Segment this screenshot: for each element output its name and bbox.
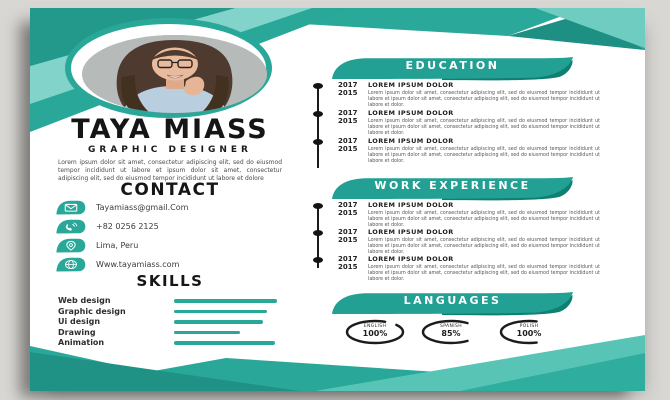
skill-bar [174,299,277,303]
skill-bar [174,331,240,335]
language-ring-spanish [416,315,486,349]
entry-body: Lorem ipsum dolor sit amet, consectetur adipiscing elit, sed do eiusmod tempor incididunt ut labore et ipsum dolor sit amet, consectetur adipiscing elit, sed do eiusmod tempor incididunt ut labore et dolor. [368,118,600,136]
profile-summary: Lorem ipsum dolor sit amet, consectetur adipiscing elit, sed do eiusmod tempor incididunt ut labore et ipsum dolor sit amet, consectetur adipiscing elit, sed do eiusmod tempor incididunt ut labore et dolore [58,159,282,182]
timeline-dot [313,139,323,145]
entry-title: LOREM IPSUM DOLOR [368,109,454,117]
globe-icon [55,257,87,272]
language-ring-english [340,315,410,349]
entry-title: LOREM IPSUM DOLOR [368,255,454,263]
work-experience-banner [332,177,573,199]
envelope-icon [55,200,87,215]
entry-years: 2017 2015 [338,201,358,218]
skill-row [58,328,288,337]
contact-row-phone [55,219,295,234]
skill-label: Web design [58,296,111,305]
location-pin-icon [55,238,87,253]
contact-row-email [55,200,295,215]
contact-location: Lima, Peru [96,241,139,250]
contact-phone: +82 0256 2125 [96,222,159,231]
contact-row-website [55,257,295,272]
language-percent: 100% [362,329,388,338]
profile-name: TAYA MIASS [71,114,269,145]
timeline-dot [313,230,323,236]
skill-row [58,317,288,326]
language-ring-polish [494,315,564,349]
work-experience-heading: WORK EXPERIENCE [374,179,531,192]
contact-row-location [55,238,295,253]
skill-bar [174,341,275,345]
languages-heading: LANGUAGES [403,294,502,307]
language-name: POLISH [519,324,539,329]
phone-icon [55,219,87,234]
contact-website: Www.tayamiass.com [96,260,180,269]
resume-page [30,8,645,391]
skills-heading: SKILLS [136,272,204,290]
timeline-dot [313,111,323,117]
skill-row [58,307,288,316]
education-heading: EDUCATION [405,59,500,72]
timeline-dot [313,83,323,89]
profile-title: GRAPHIC DESIGNER [88,145,252,155]
entry-body: Lorem ipsum dolor sit amet, consectetur adipiscing elit, sed do eiusmod tempor incididunt ut labore et ipsum dolor sit amet, consectetur adipiscing elit, sed do eiusmod tempor incididunt ut labore et dolor. [368,90,600,108]
language-percent: 100% [516,329,542,338]
contact-heading: CONTACT [120,180,220,200]
skill-row [58,338,288,347]
entry-years: 2017 2015 [338,137,358,154]
skill-label: Graphic design [58,306,126,316]
entry-years: 2017 2015 [338,109,358,126]
skill-bar [174,320,263,324]
contact-email: Tayamiass@gmail.Com [96,203,189,212]
timeline-dot [313,203,323,209]
skill-row [58,296,288,305]
entry-body: Lorem ipsum dolor sit amet, consectetur adipiscing elit, sed do eiusmod tempor incididunt ut labore et ipsum dolor sit amet, consectetur adipiscing elit, sed do eiusmod tempor incididunt ut labore et dolor. [368,264,600,282]
profile-photo-inner-ring [71,24,266,112]
portrait-illustration [82,35,267,113]
entry-title: LOREM IPSUM DOLOR [368,228,454,236]
skill-label: Animation [58,338,105,347]
entry-years: 2017 2015 [338,228,358,245]
language-name: ENGLISH [363,324,387,329]
entry-years: 2017 2015 [338,255,358,272]
education-banner [332,57,573,79]
languages-banner [332,292,573,314]
skill-label: Ui design [58,317,101,326]
entry-years: 2017 2015 [338,81,358,98]
skill-label: Drawing [58,327,96,337]
entry-body: Lorem ipsum dolor sit amet, consectetur adipiscing elit, sed do eiusmod tempor incididunt ut labore et ipsum dolor sit amet, consectetur adipiscing elit, sed do eiusmod tempor incididunt ut labore et dolor. [368,237,600,255]
profile-photo-frame [65,18,272,118]
education-timeline [317,86,319,168]
entry-title: LOREM IPSUM DOLOR [368,137,454,145]
timeline-dot [313,257,323,263]
entry-title: LOREM IPSUM DOLOR [368,201,454,209]
profile-photo [82,35,267,113]
entry-body: Lorem ipsum dolor sit amet, consectetur adipiscing elit, sed do eiusmod tempor incididunt ut labore et ipsum dolor sit amet, consectetur adipiscing elit, sed do eiusmod tempor incididunt ut labore et dolor. [368,210,600,228]
entry-body: Lorem ipsum dolor sit amet, consectetur adipiscing elit, sed do eiusmod tempor incididunt ut labore et ipsum dolor sit amet, consectetur adipiscing elit, sed do eiusmod tempor incididunt ut labore et dolor. [368,146,600,164]
language-percent: 85% [441,329,461,338]
language-name: SPANISH [439,324,463,329]
entry-title: LOREM IPSUM DOLOR [368,81,454,89]
skill-bar [174,310,267,314]
